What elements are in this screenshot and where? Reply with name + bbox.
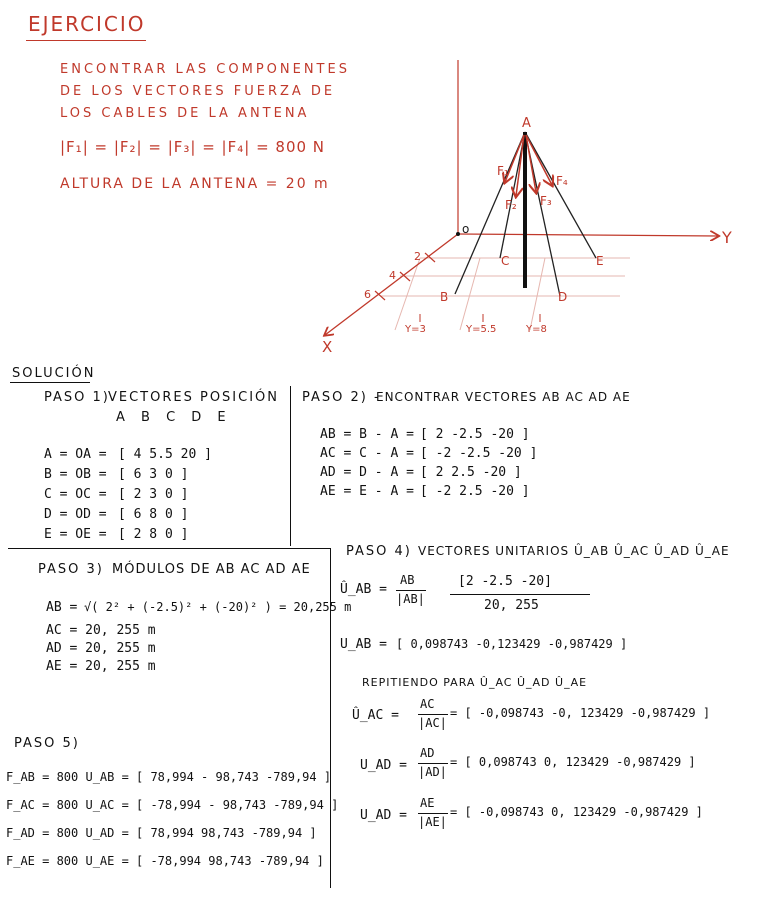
- paso2-row-ae-values: [ -2 2.5 -20 ]: [420, 484, 530, 499]
- exercise-title: EJERCICIO: [28, 12, 146, 36]
- uac-fraction-den: |AC|: [418, 716, 447, 730]
- divider-horizontal: [8, 548, 330, 549]
- paso5-row-fac-label: F_AC = 800 U_AC =: [6, 798, 129, 812]
- point-c-label: C: [501, 254, 510, 268]
- statement-line-3: LOS CABLES DE LA ANTENA: [60, 106, 310, 121]
- uad-fraction-bar: [418, 763, 448, 764]
- paso1-row-e-label: E = OE =: [44, 527, 107, 542]
- paso3-header: MÓDULOS DE AB AC AD AE: [112, 562, 311, 577]
- divider-vertical-2: [330, 548, 331, 888]
- statement-line-2: DE LOS VECTORES FUERZA DE: [60, 84, 336, 99]
- uae-fraction-num: AE: [420, 796, 435, 810]
- paso2-row-ad-values: [ 2 2.5 -20 ]: [420, 465, 522, 480]
- paso1-row-c-values: [ 2 3 0 ]: [118, 487, 189, 502]
- paso2-row-ac-label: AC = C - A =: [320, 446, 414, 461]
- uab-fraction-num: AB: [400, 573, 415, 587]
- uad-fraction-num: AD: [420, 746, 435, 760]
- paso1-row-e-values: [ 2 8 0 ]: [118, 527, 189, 542]
- uad-label: U_AD =: [360, 758, 407, 773]
- divider-vertical-1: [290, 386, 291, 546]
- paso3-ad: AD = 20, 255 m: [46, 641, 156, 656]
- uab-result: [ 0,098743 -0,123429 -0,987429 ]: [396, 637, 628, 651]
- paso1-row-c-label: C = OC =: [44, 487, 107, 502]
- x-tick-4: 4: [389, 269, 396, 282]
- uad-fraction-den: |AD|: [418, 765, 447, 779]
- force-magnitudes: |F₁| = |F₂| = |F₃| = |F₄| = 800 N: [60, 138, 326, 156]
- paso1-letters: A B C D E: [116, 410, 232, 425]
- paso1-title: PASO 1): [44, 390, 110, 405]
- x-tick-2: 2: [414, 250, 421, 263]
- uae-label: U_AD =: [360, 808, 407, 823]
- paso4-header: VECTORES UNITARIOS Û_AB Û_AC Û_AD Û_AE: [418, 544, 730, 558]
- point-b-label: B: [440, 290, 449, 304]
- paso1-row-b-values: [ 6 3 0 ]: [118, 467, 189, 482]
- uab-denominator: 20, 255: [484, 598, 539, 613]
- paso2-header: ENCONTRAR VECTORES AB AC AD AE: [376, 390, 631, 404]
- paso3-ab-expression: √( 2² + (-2.5)² + (-20)² ) = 20,255 m: [84, 600, 352, 614]
- point-e-label: E: [596, 254, 604, 268]
- uac-fraction-bar: [418, 714, 448, 715]
- antenna-height: ALTURA DE LA ANTENA = 20 m: [60, 176, 330, 192]
- uab-numerator: [2 -2.5 -20]: [458, 574, 552, 589]
- paso5-row-fae-values: [ -78,994 98,743 -789,94 ]: [136, 854, 324, 868]
- uab-division-bar: [450, 594, 590, 595]
- paso5-row-fab-label: F_AB = 800 U_AB =: [6, 770, 129, 784]
- solution-heading: SOLUCIÓN: [12, 366, 96, 381]
- force-f1-label: F₁: [497, 164, 509, 178]
- uae-fraction-bar: [418, 813, 448, 814]
- axis-y-label: Y: [722, 228, 732, 247]
- paso3-ac: AC = 20, 255 m: [46, 623, 156, 638]
- uac-result: = [ -0,098743 -0, 123429 -0,987429 ]: [450, 706, 711, 720]
- paso2-row-ab-values: [ 2 -2.5 -20 ]: [420, 427, 530, 442]
- paso3-title: PASO 3): [38, 562, 104, 577]
- force-f3-label: F₃: [540, 194, 552, 208]
- repitiendo-line: REPITIENDO PARA Û_AC Û_AD Û_AE: [362, 676, 588, 689]
- y-eq-8: Y=8: [526, 324, 547, 335]
- paso2-row-ae-label: AE = E - A =: [320, 484, 414, 499]
- paso1-row-d-values: [ 6 8 0 ]: [118, 507, 189, 522]
- uab-label: Û_AB =: [340, 582, 387, 597]
- origin-point: [456, 232, 460, 236]
- paso5-title: PASO 5): [14, 736, 80, 751]
- paso5-row-fad-values: [ 78,994 98,743 -789,94 ]: [136, 826, 317, 840]
- uac-label: Û_AC =: [352, 708, 399, 723]
- uac-fraction-num: AC: [420, 697, 435, 711]
- force-f4-label: F₄: [556, 174, 568, 188]
- x-tick-6: 6: [364, 288, 371, 301]
- uad-result: = [ 0,098743 0, 123429 -0,987429 ]: [450, 755, 696, 769]
- paso2-row-ac-values: [ -2 -2.5 -20 ]: [420, 446, 538, 461]
- paso1-row-a-label: A = OA =: [44, 447, 107, 462]
- statement-line-1: ENCONTRAR LAS COMPONENTES: [60, 62, 350, 77]
- paso2-row-ab-label: AB = B - A =: [320, 427, 414, 442]
- uab-fraction-bar: [396, 590, 426, 591]
- axis-x-label: X: [322, 338, 333, 356]
- y-eq-5-5: Y=5.5: [466, 324, 497, 335]
- paso3-ae: AE = 20, 255 m: [46, 659, 156, 674]
- paso2-title: PASO 2) -: [302, 390, 381, 405]
- force-f2-label: F₂: [505, 198, 517, 212]
- paso5-row-fad-label: F_AD = 800 U_AD =: [6, 826, 129, 840]
- uab-result-label: U_AB =: [340, 637, 387, 652]
- paso1-header: VECTORES POSICIÓN: [108, 390, 280, 405]
- paso3-ab-label: AB =: [46, 600, 78, 615]
- uae-result: = [ -0,098743 0, 123429 -0,987429 ]: [450, 805, 703, 819]
- point-a-label: A: [522, 116, 531, 131]
- solution-underline: [10, 382, 90, 383]
- paso5-row-fae-label: F_AE = 800 U_AE =: [6, 854, 129, 868]
- paso4-title: PASO 4): [346, 544, 412, 559]
- paso2-row-ad-label: AD = D - A =: [320, 465, 414, 480]
- uab-fraction-den: |AB|: [396, 592, 425, 606]
- point-d-label: D: [558, 290, 568, 304]
- paso5-row-fac-values: [ -78,994 - 98,743 -789,94 ]: [136, 798, 339, 812]
- uae-fraction-den: |AE|: [418, 815, 447, 829]
- origin-label: o: [462, 222, 470, 236]
- y-eq-3: Y=3: [405, 324, 426, 335]
- paso1-row-a-values: [ 4 5.5 20 ]: [118, 447, 212, 462]
- paso1-row-d-label: D = OD =: [44, 507, 107, 522]
- paso1-row-b-label: B = OB =: [44, 467, 107, 482]
- paso5-row-fab-values: [ 78,994 - 98,743 -789,94 ]: [136, 770, 332, 784]
